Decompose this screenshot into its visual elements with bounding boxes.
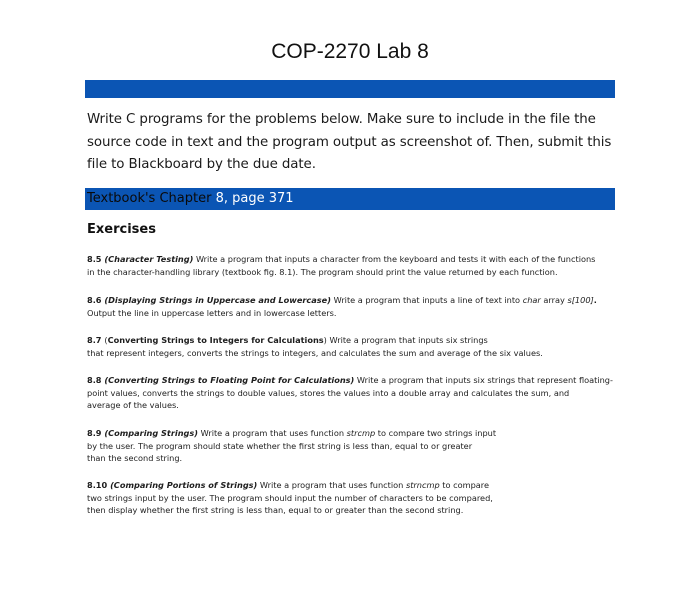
exercise-item xyxy=(87,427,622,465)
intro-line: source code in text and the program output as screenshot of. Then, submit this xyxy=(87,134,612,150)
exercise-text: Write a program that inputs a line of text into xyxy=(330,295,523,305)
section-heading: Exercises xyxy=(87,222,156,237)
exercise-line: in the character-handling library (textbook fig. 8.1). The program should print the value returned by each function. xyxy=(87,266,558,277)
exercise-code-term: strcmp xyxy=(346,428,376,438)
exercise-number: 8.10 xyxy=(87,480,111,490)
exercise-title: Converting Strings to Integers for Calculations xyxy=(107,335,324,345)
exercise-line: than the second string. xyxy=(87,453,183,464)
exercise-line: by the user. The program should state whether the first string is less than, equal to or greater xyxy=(87,440,473,451)
exercise-line xyxy=(87,334,622,347)
exercise-text: ) xyxy=(323,335,327,345)
chapter-reference-bar xyxy=(85,188,615,210)
exercise-text: . xyxy=(593,295,597,305)
exercise-item xyxy=(87,479,622,517)
exercise-line xyxy=(87,479,622,492)
exercise-item xyxy=(87,334,622,359)
exercise-number: 8.8 xyxy=(87,375,105,385)
exercise-number: 8.9 xyxy=(87,428,105,438)
exercise-text: Write a program that inputs a character from the keyboard and tests it with each of the functions xyxy=(193,254,596,264)
exercise-title: (Displaying Strings in Uppercase and Lowercase) xyxy=(104,295,331,305)
exercise-line xyxy=(87,427,622,440)
title-underline-bar xyxy=(85,80,615,98)
exercise-code-term: s[100] xyxy=(567,295,594,305)
exercise-title: (Converting Strings to Floating Point for Calculations) xyxy=(104,375,355,385)
exercise-line xyxy=(87,253,622,266)
intro-line: Write C programs for the problems below. Make sure to include in the file the xyxy=(87,112,596,127)
exercise-item xyxy=(87,374,622,412)
exercise-code-term: char xyxy=(522,295,541,305)
intro-paragraph xyxy=(87,109,617,177)
exercise-line: that represent integers, converts the strings to integers, and calculates the sum and average of the six values. xyxy=(87,347,543,358)
exercise-text: Write a program that inputs six strings xyxy=(326,335,488,345)
exercise-text: Write a program that inputs six strings that represent floating- xyxy=(354,375,613,385)
exercise-line: two strings input by the user. The program should input the number of characters to be compared, xyxy=(87,492,493,503)
intro-line: file to Blackboard by the due date. xyxy=(87,157,316,172)
chapter-prefix: Textbook's Chapter xyxy=(87,191,216,206)
exercise-item xyxy=(87,294,622,319)
exercise-title: (Character Testing) xyxy=(104,254,194,264)
exercise-text: to compare two strings input xyxy=(375,428,497,438)
exercise-number: 8.7 xyxy=(87,335,105,345)
exercise-text: array xyxy=(540,295,568,305)
exercise-title: (Comparing Strings) xyxy=(104,428,198,438)
exercise-line: then display whether the first string is less than, equal to or greater than the second string. xyxy=(87,505,464,516)
chapter-page: 8, page 371 xyxy=(215,191,294,206)
exercise-line: Output the line in uppercase letters and in lowercase letters. xyxy=(87,307,337,318)
exercise-text: ( xyxy=(104,335,108,345)
exercise-text: Write a program that uses function xyxy=(257,480,406,490)
exercise-text: to compare xyxy=(439,480,490,490)
exercise-text: Write a program that uses function xyxy=(198,428,347,438)
exercise-title: (Comparing Portions of Strings) xyxy=(110,480,258,490)
exercise-number: 8.6 xyxy=(87,295,105,305)
exercise-line xyxy=(87,294,622,307)
exercise-line xyxy=(87,374,622,387)
exercise-code-term: strncmp xyxy=(405,480,440,490)
page-title: COP-2270 Lab 8 xyxy=(271,40,429,63)
exercise-number: 8.5 xyxy=(87,254,105,264)
exercise-item xyxy=(87,253,622,278)
exercise-line: average of the values. xyxy=(87,400,179,411)
exercise-line: point values, converts the strings to double values, stores the values into a double array and calculates the sum, and xyxy=(87,387,570,398)
